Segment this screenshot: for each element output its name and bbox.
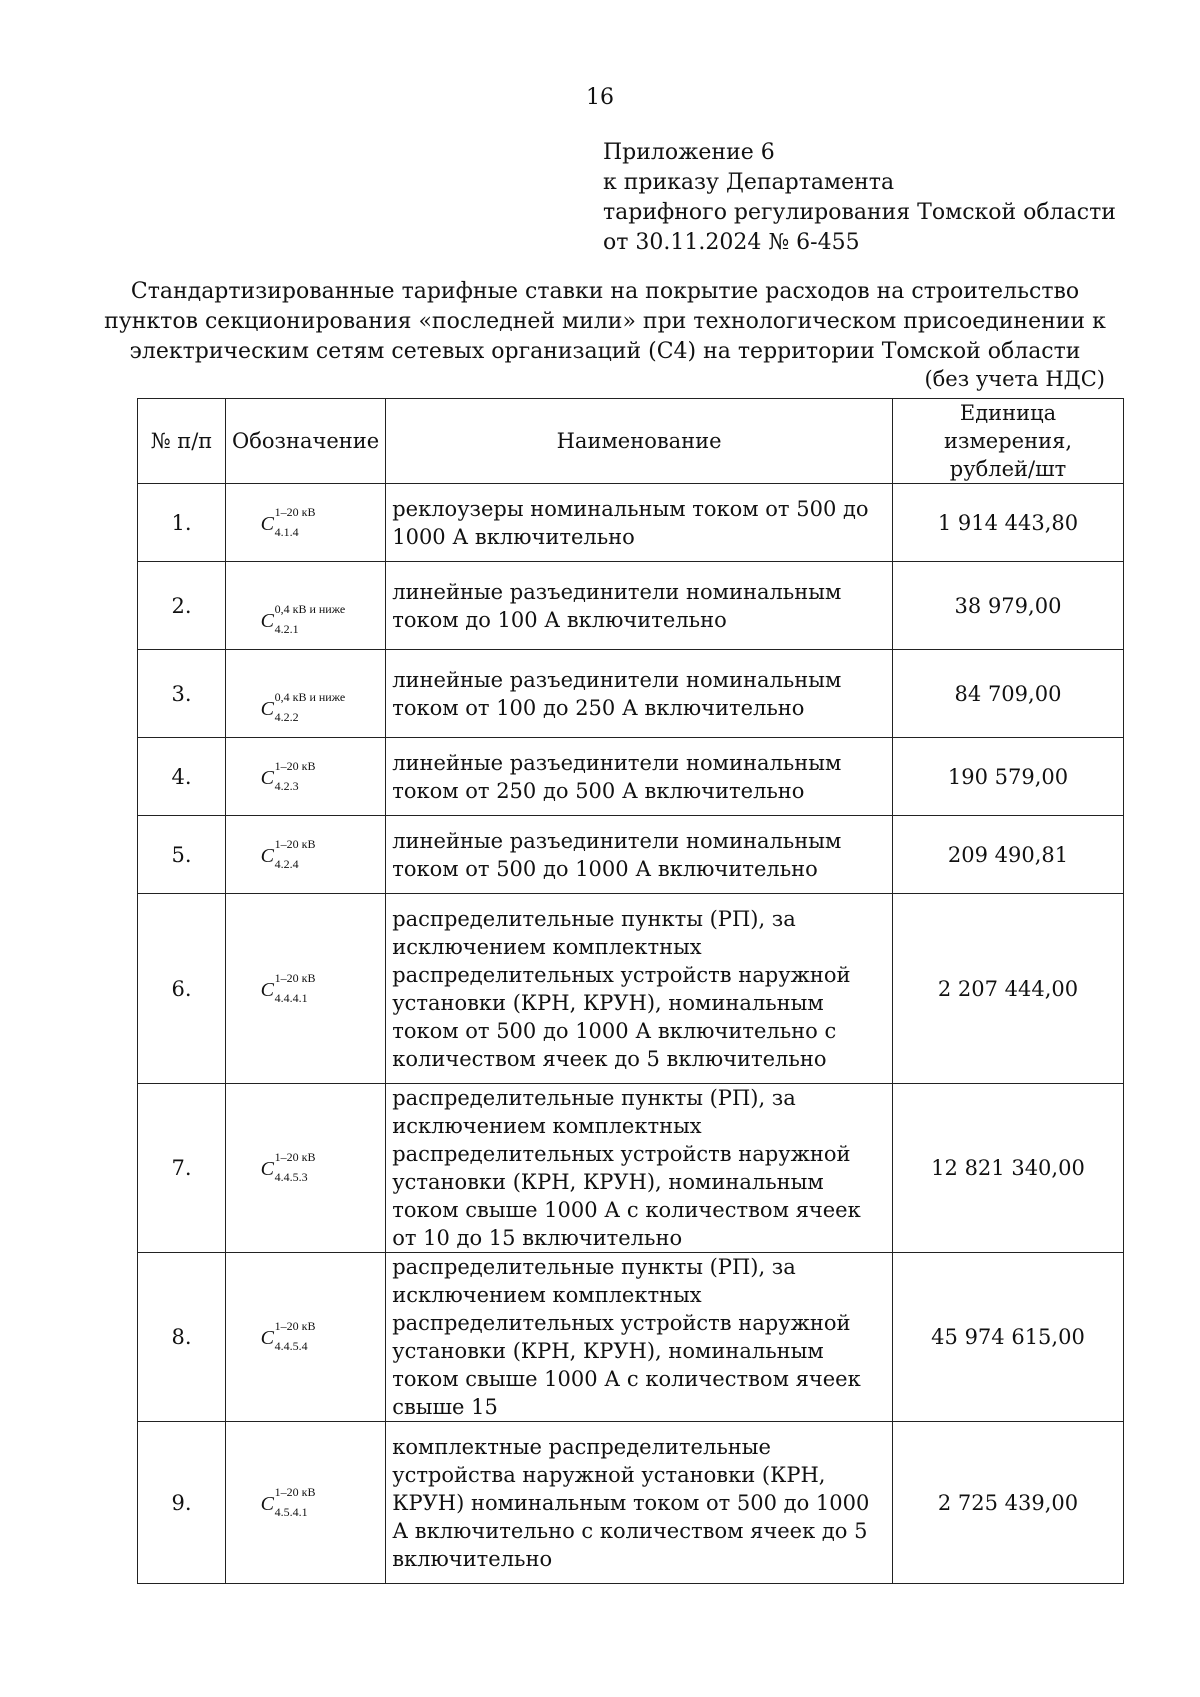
row-designation [226,816,386,894]
designation-subscript: 4.2.4 [274,856,299,871]
designation-symbol: C 1–20 кВ 4.2.3 [260,758,316,793]
row-designation [226,650,386,738]
tariff-table [137,398,1124,1584]
row-value: 38 979,00 [893,562,1124,650]
row-number: 2. [138,562,226,650]
row-designation [226,484,386,562]
row-value: 2 207 444,00 [893,894,1124,1084]
annex-line-4: от 30.11.2024 № 6-455 [603,230,860,255]
vat-note: (без учета НДС) [924,367,1105,391]
annex-line-1: Приложение 6 [603,140,775,165]
row-number: 4. [138,738,226,816]
row-name: распределительные пункты (РП), за исключением комплектных распределительных устройств наружной установки (КРН, КРУН), номинальным током свыше 1000 А с количеством ячеек от 10 до 15 включительно [386,1084,893,1253]
table-row [138,1422,1124,1584]
row-designation [226,562,386,650]
designation-subscript: 4.1.4 [274,524,299,539]
document-title [90,277,1120,367]
annex-line-2: к приказу Департамента [603,170,895,195]
designation-subscript: 4.2.2 [274,709,299,724]
designation-superscript: 1–20 кВ [274,970,316,985]
row-value: 1 914 443,80 [893,484,1124,562]
table-row [138,484,1124,562]
row-value: 190 579,00 [893,738,1124,816]
row-name: линейные разъединители номинальным током от 500 до 1000 А включительно [386,816,893,894]
table-row [138,650,1124,738]
designation-superscript: 1–20 кВ [274,1150,316,1164]
row-designation [226,1253,386,1422]
header-name: Наименование [386,399,893,484]
row-number: 9. [138,1422,226,1584]
row-value: 2 725 439,00 [893,1422,1124,1584]
table-row [138,1084,1124,1253]
row-name: линейные разъединители номинальным током от 250 до 500 А включительно [386,738,893,816]
designation-subscript: 4.4.4.1 [274,990,308,1005]
table-row [138,816,1124,894]
designation-subscript: 4.2.1 [274,621,299,636]
title-line-3: электрическим сетям сетевых организаций (С4) на территории Томской области [129,339,1081,364]
row-number: 8. [138,1253,226,1422]
row-name: распределительные пункты (РП), за исключением комплектных распределительных устройств наружной установки (КРН, КРУН), номинальным током от 500 до 1000 А включительно с количеством ячеек до 5 включительно [386,894,893,1084]
row-value: 84 709,00 [893,650,1124,738]
designation-symbol: C 0,4 кВ и ниже 4.2.1 [260,601,346,636]
page-number: 16 [586,85,614,110]
row-value: 12 821 340,00 [893,1084,1124,1253]
designation-superscript: 1–20 кВ [274,758,316,773]
title-line-1: Стандартизированные тарифные ставки на покрытие расходов на строительство [130,279,1080,304]
header-num: № п/п [138,399,226,484]
row-designation [226,738,386,816]
header-code: Обозначение [226,399,386,484]
designation-superscript: 1–20 кВ [274,836,316,851]
designation-subscript: 4.2.3 [274,778,299,793]
row-name: линейные разъединители номинальным током от 100 до 250 А включительно [386,650,893,738]
designation-superscript: 0,4 кВ и ниже [274,601,346,616]
designation-symbol: C 1–20 кВ 4.4.5.3 [260,1150,316,1184]
row-name: реклоузеры номинальным током от 500 до 1000 А включительно [386,484,893,562]
annex-header [603,138,1116,258]
row-designation [226,1084,386,1253]
row-value: 45 974 615,00 [893,1253,1124,1422]
designation-superscript: 1–20 кВ [274,1319,316,1333]
row-name: комплектные распределительные устройства наружной установки (КРН, КРУН) номинальным током от 500 до 1000 А включительно с количеством ячеек до 5 включительно [386,1422,893,1584]
designation-symbol: C 1–20 кВ 4.4.5.4 [260,1319,316,1353]
row-designation [226,894,386,1084]
designation-symbol: C 1–20 кВ 4.5.4.1 [260,1484,316,1519]
annex-line-3: тарифного регулирования Томской области [603,200,1116,225]
designation-symbol: C 1–20 кВ 4.4.4.1 [260,970,316,1005]
table-row [138,738,1124,816]
designation-superscript: 0,4 кВ и ниже [274,689,346,704]
designation-superscript: 1–20 кВ [274,1484,316,1499]
designation-subscript: 4.5.4.1 [274,1504,308,1519]
table-header-row [138,399,1124,484]
row-number: 5. [138,816,226,894]
row-name: распределительные пункты (РП), за исключением комплектных распределительных устройств наружной установки (КРН, КРУН), номинальным током свыше 1000 А с количеством ячеек свыше 15 [386,1253,893,1422]
designation-symbol: C 1–20 кВ 4.2.4 [260,836,316,871]
row-designation [226,1422,386,1584]
row-number: 3. [138,650,226,738]
title-line-2: пунктов секционирования «последней мили» при технологическом присоединении к [104,309,1106,334]
header-unit: Единица измерения, рублей/шт [893,399,1124,484]
row-value: 209 490,81 [893,816,1124,894]
designation-symbol: C 0,4 кВ и ниже 4.2.2 [260,689,346,724]
row-number: 1. [138,484,226,562]
designation-symbol: C 1–20 кВ 4.1.4 [260,504,316,539]
row-number: 7. [138,1084,226,1253]
designation-subscript: 4.4.5.3 [274,1170,308,1184]
row-number: 6. [138,894,226,1084]
table-row [138,894,1124,1084]
row-name: линейные разъединители номинальным током до 100 А включительно [386,562,893,650]
table-row [138,1253,1124,1422]
designation-subscript: 4.4.5.4 [274,1339,308,1353]
table-row [138,562,1124,650]
designation-superscript: 1–20 кВ [274,504,316,519]
